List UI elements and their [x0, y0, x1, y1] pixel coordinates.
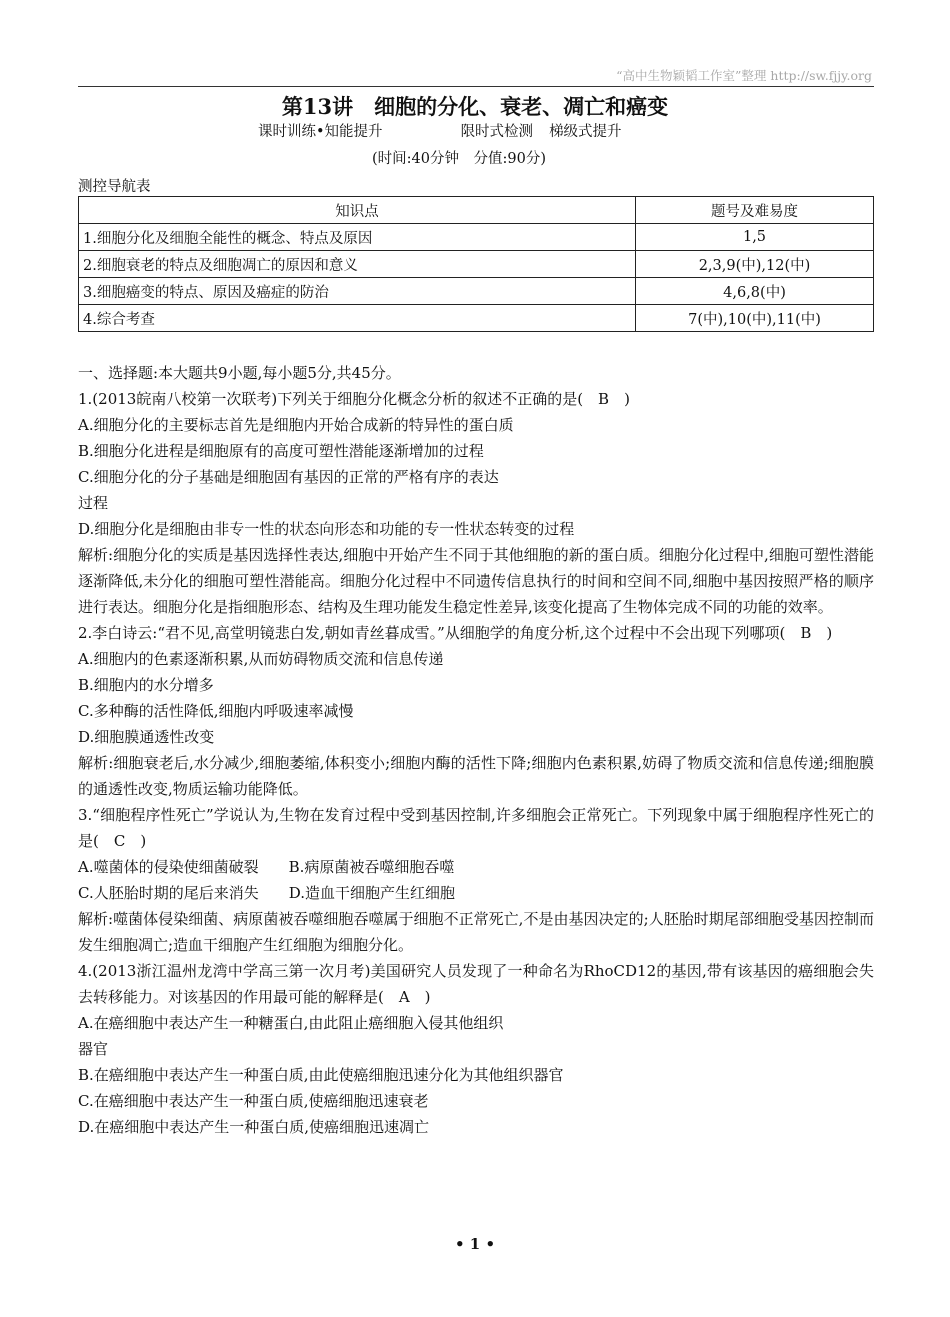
table-cell-topic: 4.综合考查 — [79, 305, 636, 332]
question-stem: 1.(2013皖南八校第一次联考)下列关于细胞分化概念分析的叙述不正确的是( B ) — [78, 390, 630, 408]
table-row — [79, 305, 874, 332]
navigation-table — [78, 196, 874, 332]
time-score-info: (时间:40分钟 分值:90分) — [372, 151, 546, 167]
question-stem: 2.李白诗云:“君不见,高堂明镜悲白发,朝如青丝暮成雪。”从细胞学的角度分析,这个过程中不会出现下列哪项( B ) — [78, 624, 833, 642]
subtitle-middle: 限时式检测 — [460, 124, 534, 140]
table-cell-topic: 2.细胞衰老的特点及细胞凋亡的原因和意义 — [79, 251, 636, 278]
page-title: 第13讲 细胞的分化、衰老、凋亡和癌变 — [281, 94, 669, 119]
table-caption: 测控导航表 — [78, 179, 151, 195]
answer-option-pair: C.人胚胎时期的尾后来消失 D.造血干细胞产生红细胞 — [78, 884, 455, 902]
explanation: 解析:细胞衰老后,水分减少,细胞萎缩,体积变小;细胞内酶的活性下降;细胞内色素积累,妨碍了物质交流和信息传递;细胞膜的通透性改变,物质运输功能降低。 — [78, 754, 874, 798]
page-number: • 1 • — [454, 1235, 496, 1253]
answer-option: C.在癌细胞中表达产生一种蛋白质,使癌细胞迅速衰老 — [78, 1092, 429, 1110]
answer-option-continuation: 过程 — [78, 494, 109, 512]
answer-option: A.细胞分化的主要标志首先是细胞内开始合成新的特异性的蛋白质 — [78, 416, 514, 434]
table-cell-questions: 4,6,8(中) — [636, 278, 874, 305]
table-cell-topic: 1.细胞分化及细胞全能性的概念、特点及原因 — [79, 224, 636, 251]
answer-option: B.细胞内的水分增多 — [78, 676, 214, 694]
subtitle-left: 课时训练•知能提升 — [258, 124, 383, 140]
explanation: 解析:细胞分化的实质是基因选择性表达,细胞中开始产生不同于其他细胞的新的蛋白质。细胞分化过程中,细胞可塑性潜能逐渐降低,未分化的细胞可塑性潜能高。细胞分化过程中不同遗传信息执行的时间和空间不同,细胞中基因按照严格的顺序进行表达。细胞分化是指细胞形态、结构及生理功能发生稳定性差异,该变化提高了生物体完成不同的功能的效率。 — [78, 546, 874, 616]
section-heading: 一、选择题:本大题共9小题,每小题5分,共45分。 — [78, 364, 401, 382]
table-row — [79, 224, 874, 251]
table-cell-topic: 3.细胞癌变的特点、原因及癌症的防治 — [79, 278, 636, 305]
table-header-knowledge: 知识点 — [79, 197, 636, 224]
subtitle-line — [258, 120, 622, 141]
answer-option: D.细胞膜通透性改变 — [78, 728, 215, 746]
header-source-note: “高中生物颖韬工作室”整理 http://sw.fjjy.org — [616, 68, 872, 83]
question-stem: 3.“细胞程序性死亡”学说认为,生物在发育过程中受到基因控制,许多细胞会正常死亡。下列现象中属于细胞程序性死亡的是( C ) — [78, 806, 874, 850]
answer-option: B.在癌细胞中表达产生一种蛋白质,由此使癌细胞迅速分化为其他组织器官 — [78, 1066, 564, 1084]
answer-option: D.在癌细胞中表达产生一种蛋白质,使癌细胞迅速凋亡 — [78, 1118, 430, 1136]
answer-option: C.细胞分化的分子基础是细胞固有基因的正常的严格有序的表达 — [78, 468, 499, 486]
answer-option: D.细胞分化是细胞由非专一性的状态向形态和功能的专一性状态转变的过程 — [78, 520, 575, 538]
answer-option: C.多种酶的活性降低,细胞内呼吸速率减慢 — [78, 702, 354, 720]
subtitle-right: 梯级式提升 — [549, 124, 622, 140]
table-cell-questions: 1,5 — [636, 224, 874, 251]
question-body — [78, 360, 874, 1140]
answer-option: B.细胞分化进程是细胞原有的高度可塑性潜能逐渐增加的过程 — [78, 442, 484, 460]
answer-option-pair: A.噬菌体的侵染使细菌破裂 B.病原菌被吞噬细胞吞噬 — [78, 858, 455, 876]
table-header-row — [79, 197, 874, 224]
answer-option: A.细胞内的色素逐渐积累,从而妨碍物质交流和信息传递 — [78, 650, 444, 668]
header-divider — [78, 86, 874, 87]
answer-option-continuation: 器官 — [78, 1040, 109, 1058]
question-stem: 4.(2013浙江温州龙湾中学高三第一次月考)美国研究人员发现了一种命名为RhoCD12的基因,带有该基因的癌细胞会失去转移能力。对该基因的作用最可能的解释是( A ) — [78, 962, 874, 1006]
answer-option: A.在癌细胞中表达产生一种糖蛋白,由此阻止癌细胞入侵其他组织 — [78, 1014, 504, 1032]
table-cell-questions: 7(中),10(中),11(中) — [636, 305, 874, 332]
explanation: 解析:噬菌体侵染细菌、病原菌被吞噬细胞吞噬属于细胞不正常死亡,不是由基因决定的;人胚胎时期尾部细胞受基因控制而发生细胞凋亡;造血干细胞产生红细胞为细胞分化。 — [78, 910, 874, 954]
table-row — [79, 251, 874, 278]
table-cell-questions: 2,3,9(中),12(中) — [636, 251, 874, 278]
table-header-questions: 题号及难易度 — [636, 197, 874, 224]
table-row — [79, 278, 874, 305]
